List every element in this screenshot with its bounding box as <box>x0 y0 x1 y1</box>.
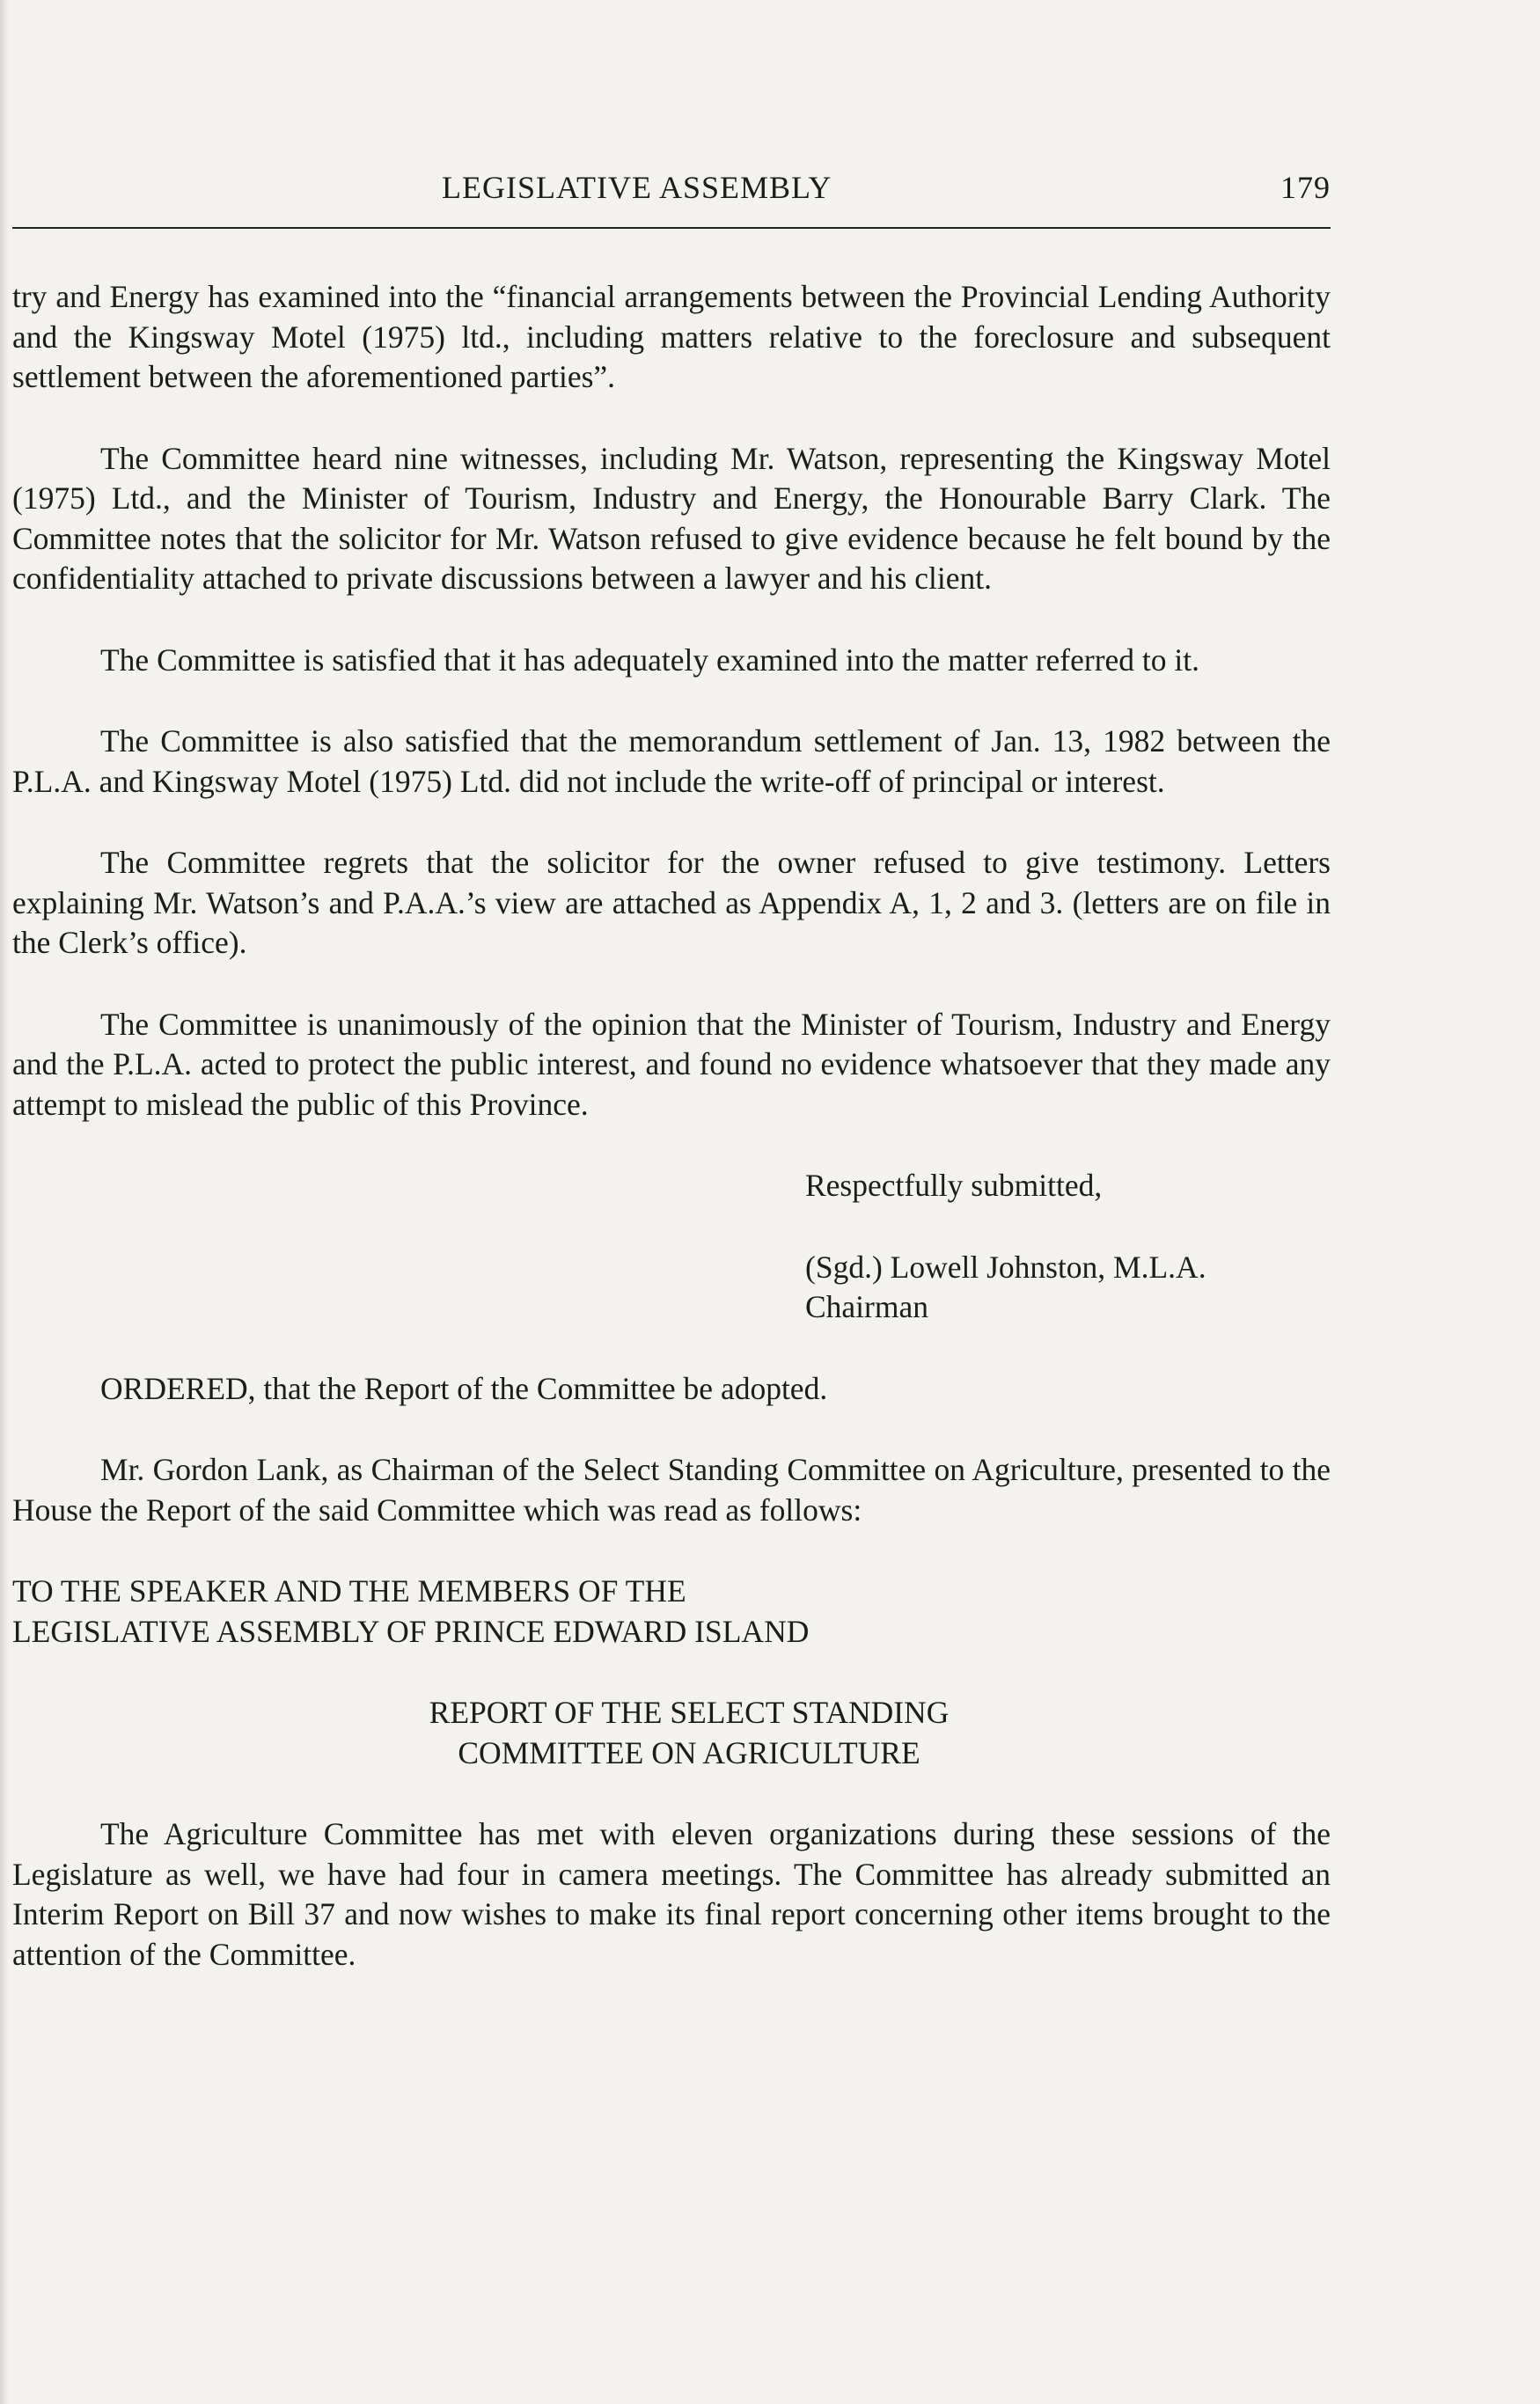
signatory-title: Chairman <box>805 1289 928 1324</box>
paragraph-opinion: The Committee is unanimously of the opinion that the Minister of Tourism, Industry and Energy and the P.L.A. acted to protect the public interest, and found no evidence whatsoever that they made any attempt to mislead the public of this Province. <box>12 1006 1331 1122</box>
header-rule <box>12 227 1331 229</box>
report-heading-line-1: REPORT OF THE SELECT STANDING <box>429 1695 950 1730</box>
signature-block <box>805 1248 1331 1328</box>
ordered-motion: ORDERED, that the Report of the Committee be adopted. <box>100 1370 828 1406</box>
paragraph-satisfied: The Committee is satisfied that it has adequately examined into the matter referred to it. <box>100 641 1200 678</box>
paragraph-continuation: try and Energy has examined into the “financial arrangements between the Provincial Lending Authority and the Kingsway Motel (1975) ltd., including matters relative to the foreclosure and subsequent settlement between the aforementioned parties”. <box>12 279 1331 394</box>
address-line-2: LEGISLATIVE ASSEMBLY OF PRINCE EDWARD ISLAND <box>12 1613 810 1649</box>
paragraph-memorandum: The Committee is also satisfied that the memorandum settlement of Jan. 13, 1982 between the P.L.A. and Kingsway Motel (1975) Ltd. did not include the write-off of principal or interest. <box>12 723 1331 799</box>
document-body <box>12 277 1331 1975</box>
paragraph-agriculture: The Agriculture Committee has met with eleven organizations during these sessions of the Legislature as well, we have had four in camera meetings. The Committee has already submitted an Interim Report on Bill 37 and now wishes to make its final report concerning other items brought to the attention of the Committee. <box>12 1816 1331 1972</box>
report-heading-line-2: COMMITTEE ON AGRICULTURE <box>458 1734 920 1770</box>
sign-off: Respectfully submitted, <box>805 1168 1103 1203</box>
header-title: LEGISLATIVE ASSEMBLY <box>442 170 832 205</box>
running-header <box>12 165 1331 211</box>
paragraph-regrets: The Committee regrets that the solicitor for the owner refused to give testimony. Letters explaining Mr. Watson’s and P.A.A.’s view are attached as Appendix A, 1, 2 and 3. (letters are on file in the Clerk’s office). <box>12 845 1331 960</box>
address-line-1: TO THE SPEAKER AND THE MEMBERS OF THE <box>12 1573 686 1609</box>
signatory-name: (Sgd.) Lowell Johnston, M.L.A. <box>805 1249 1206 1285</box>
report-address <box>12 1572 1331 1652</box>
paragraph-witnesses: The Committee heard nine witnesses, including Mr. Watson, representing the Kingsway Motel (1975) Ltd., and the Minister of Tourism, Industry and Energy, the Honourable Barry Clark. The Committee notes that the solicitor for Mr. Watson refused to give evidence because he felt bound by the confidentiality attached to private discussions between a lawyer and his client. <box>12 440 1331 596</box>
page-gutter-shadow <box>0 0 9 2404</box>
report-heading <box>12 1693 1331 1773</box>
page-number: 179 <box>1280 170 1331 205</box>
paragraph-presentation: Mr. Gordon Lank, as Chairman of the Select Standing Committee on Agriculture, presented to the House the Report of the said Committee which was read as follows: <box>12 1452 1331 1528</box>
